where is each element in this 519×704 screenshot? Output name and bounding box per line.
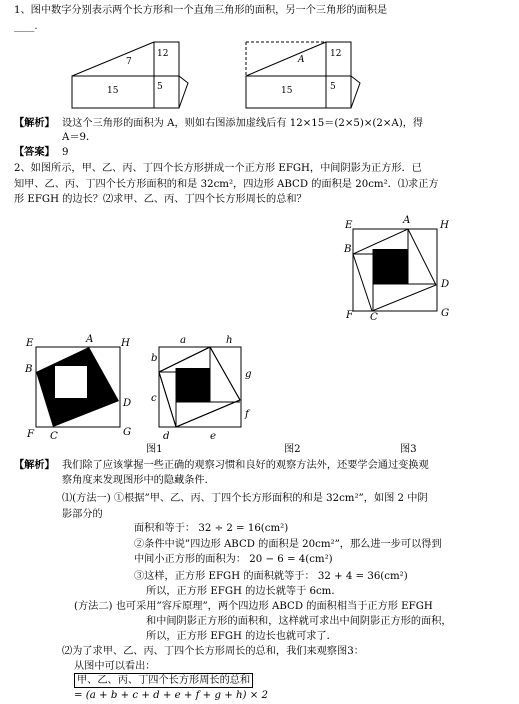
- q2-analysis-9: 所以，正方形 EFGH 的边长就等于 6cm．: [146, 586, 342, 597]
- fig2-label-h: h: [226, 335, 233, 346]
- q1-right-label-12: 12: [330, 49, 342, 59]
- q2-analysis-tag: 【解析】: [14, 459, 55, 471]
- fig2-caption: 图2: [284, 444, 301, 455]
- q2-figure-1: [35, 346, 121, 428]
- q1-left-label-15: 15: [107, 86, 119, 96]
- q2-analysis-5: 面积和等于： 32 ÷ 2 = 16(cm²): [134, 523, 289, 534]
- fig2-label-d: d: [163, 431, 170, 442]
- fig2-label-f: f: [245, 409, 249, 420]
- q1-answer-tag: 【答案】: [14, 146, 55, 158]
- main-label-G: G: [441, 308, 450, 319]
- fig1-label-H: H: [121, 338, 130, 349]
- fig1-label-C: C: [50, 431, 58, 442]
- fig2-label-e: e: [210, 431, 217, 442]
- q2-analysis-8: ③这样，正方形 EFGH 的面积就等于： 32 + 4 = 36(cm²): [134, 571, 408, 582]
- q1-analysis-2: A＝9．: [62, 132, 97, 143]
- main-label-H: H: [440, 220, 449, 231]
- q2-analysis-10: (方法二) 也可采用”容斥原理”，两个四边形 ABCD 的面积相当于正方形 EFGH: [74, 601, 433, 612]
- fig1-label-D: D: [123, 398, 132, 409]
- q2-analysis-12: 所以，正方形 EFGH 的边长也就可求了．: [146, 631, 337, 642]
- q2-analysis-3: ⑴(方法一) ①根据”甲、乙、丙、丁四个长方形面积的和是 32cm²”，如图 2 中阴: [62, 493, 428, 504]
- main-label-E: E: [345, 220, 353, 231]
- q1-right-label-A: A: [298, 55, 305, 65]
- fig2-label-g: g: [245, 369, 252, 380]
- q2-figure-2: [158, 346, 242, 428]
- fig2-label-b: b: [151, 353, 158, 364]
- q1-right-label-5: 5: [330, 82, 336, 92]
- q2-analysis-4: 影部分的: [62, 509, 103, 520]
- fig1-caption: 图1: [146, 444, 163, 455]
- q2-analysis-13: ⑵为了求甲、乙、丙、丁四个长方形周长的总和，我们来观察图3：: [62, 646, 364, 657]
- q1-left-label-7: 7: [126, 57, 132, 67]
- q2-line-2: 知甲、乙、丙、丁四个长方形面积的和是 32cm²，四边形 ABCD 的面积是 20cm²．⑴求正方: [14, 179, 439, 190]
- q1-right-label-15: 15: [281, 86, 293, 96]
- q2-analysis-15: 甲、乙、丙、丁四个长方形周长的总和: [74, 673, 253, 688]
- main-label-B: B: [344, 244, 352, 255]
- q1-figure-right: [244, 38, 364, 110]
- q1-left-label-12: 12: [157, 49, 169, 59]
- q2-analysis-11: 和中间阴影正方形的面积和，这样就可求出中间阴影正方形的面积，: [146, 616, 452, 627]
- fig3-caption: 图3: [400, 444, 417, 455]
- q1-answer: 9: [62, 147, 69, 158]
- fig1-label-G: G: [123, 427, 132, 438]
- q2-line-1: 2、如图所示，甲、乙、丙、丁四个长方形拼成一个正方形 EFGH，中间阴影为正方形．已: [14, 163, 422, 174]
- q2-analysis-16: = (a + b + c + d + e + f + g + h) × 2: [74, 690, 269, 701]
- q2-analysis-1: 我们除了应该掌握一些正确的观察习惯和良好的观察方法外，还要学会通过变换观: [62, 460, 429, 471]
- q1-text: 1、图中数字分别表示两个长方形和一个直角三角形的面积，另一个三角形的面积是: [14, 5, 388, 16]
- q1-left-label-5: 5: [157, 82, 163, 92]
- main-label-A: A: [403, 215, 411, 226]
- q2-line-3: 形 EFGH 的边长？⑵求甲、乙、丙、丁四个长方形周长的总和？: [14, 194, 307, 205]
- q2-analysis-7: 中间小正方形的面积为： 20 − 6 = 4(cm²): [134, 554, 333, 565]
- q2-main-figure: [352, 228, 438, 312]
- fig1-label-F: F: [27, 429, 35, 440]
- q2-analysis-6: ②条件中说”四边形 ABCD 的面积是 20cm²”，那么进一步可以得到: [134, 539, 442, 550]
- fig2-label-a: a: [180, 335, 187, 346]
- q1-analysis: 设这个三角形的面积为 A，则如右图添加虚线后有 12×15＝(2×5)×(2×A)，得: [62, 118, 424, 129]
- q2-analysis-2: 察角度来发现图形中的隐藏条件．: [62, 475, 215, 486]
- main-label-F: F: [346, 310, 354, 321]
- q2-analysis-14: 从图中可以看出：: [74, 661, 156, 672]
- q1-blank: ____.: [14, 21, 38, 32]
- q1-analysis-tag: 【解析】: [14, 117, 55, 129]
- fig1-label-A: A: [86, 334, 94, 345]
- fig2-label-c: c: [151, 393, 157, 404]
- main-label-C: C: [370, 312, 378, 323]
- fig1-label-E: E: [26, 338, 34, 349]
- q1-figure-left: [70, 38, 190, 110]
- fig1-label-B: B: [25, 364, 33, 375]
- main-label-D: D: [441, 279, 450, 290]
